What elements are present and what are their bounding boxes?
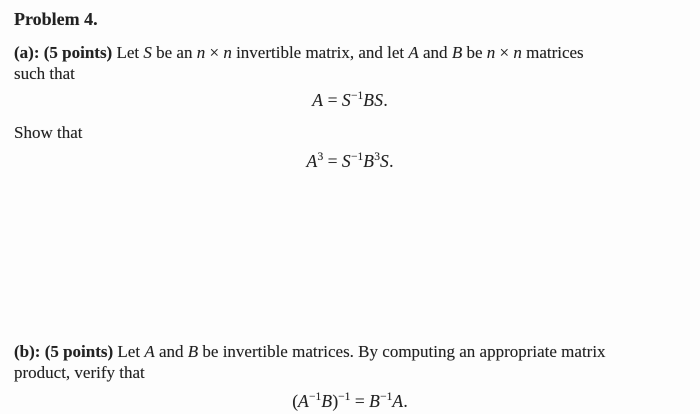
exponent: 3 [317,150,324,163]
equation-a-hypothesis [14,84,686,112]
times-operator: × [495,43,514,62]
math-var: B [187,341,199,361]
text-run: Let [113,341,145,361]
text-run: matrices [521,43,584,62]
math-var: S [380,150,390,171]
math-var: A [306,150,318,171]
exponent: −1 [350,90,364,102]
part-a-line-1 [14,42,686,63]
math-var: n [223,43,232,62]
math-var: B [363,150,375,171]
equation-b-identity [14,385,686,413]
math-var: B [451,43,463,62]
text-run: Let [112,43,144,62]
text-run: and [154,341,188,361]
part-a-section [14,42,686,173]
exponent: −1 [338,390,351,403]
text-run: be an [151,43,197,62]
math-var: A [312,89,324,110]
math-var: n [513,43,522,62]
text-run: invertible matrix, and let [231,43,409,62]
period: . [403,390,408,411]
math-var: S [341,89,351,110]
close-paren: ) [332,390,339,411]
equation-a-claim [14,145,686,173]
part-b-line-1 [14,341,686,362]
part-b-label: (b): (5 points) [14,341,114,361]
math-var: S [143,43,152,62]
period: . [383,89,388,110]
exponent: −1 [350,150,364,163]
exponent: −1 [309,390,322,403]
math-var: BS [363,89,384,110]
math-var: n [196,43,206,62]
equals-sign: = [350,390,370,411]
math-var: A [408,43,419,62]
text-run: be invertible matrices. By computing an appropriate matrix [198,341,606,361]
times-operator: × [205,43,224,62]
math-var: B [369,390,381,411]
math-var: A [392,390,404,411]
equals-sign: = [323,89,342,110]
problem-title: Problem 4. [14,9,98,29]
show-that-text: Show that [14,122,83,142]
math-var: A [144,341,155,361]
part-a-line-2: such that [14,64,75,83]
math-var: B [321,390,333,411]
period: . [389,150,394,171]
exponent: 3 [374,150,381,163]
math-var: n [486,43,496,62]
open-paren: ( [292,390,299,411]
part-b-section [14,341,686,413]
part-a-label: (a): (5 points) [14,43,113,62]
text-run: be [462,43,487,62]
exponent: −1 [380,390,393,403]
equals-sign: = [323,150,342,171]
text-run: and [418,43,452,62]
math-var: S [341,150,351,171]
math-var: A [298,390,310,411]
part-b-line-2: product, verify that [14,362,145,382]
